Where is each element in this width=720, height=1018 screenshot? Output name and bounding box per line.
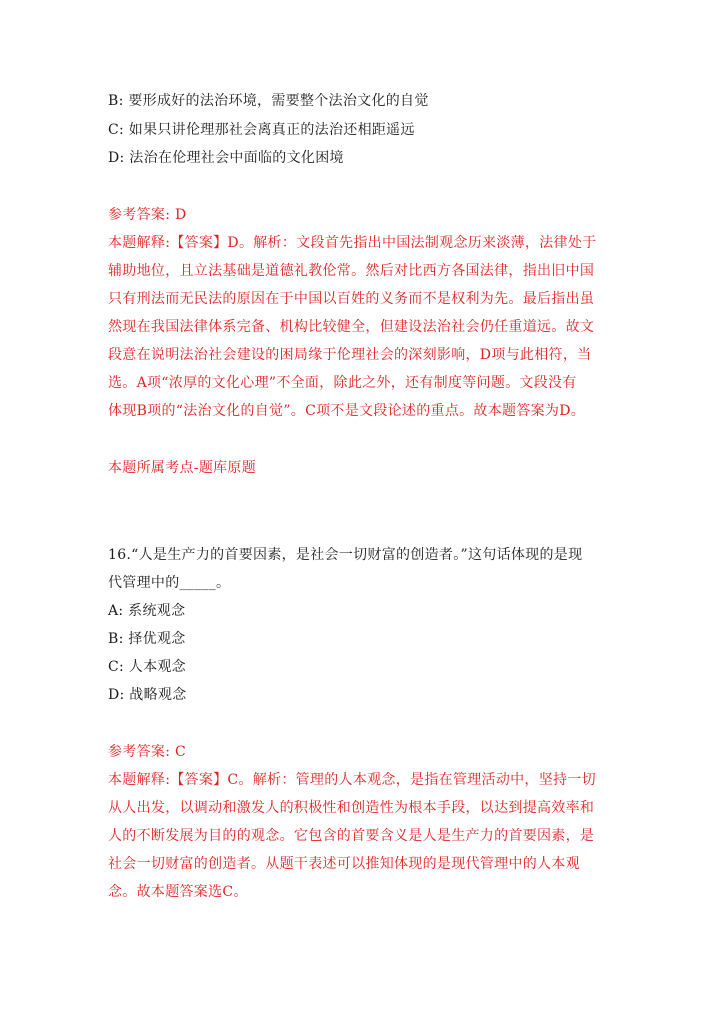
q16-explanation-line: 社会一切财富的创造者。从题干表述可以推知体现的是现代管理中的人本观 [108,856,580,872]
q15-option-d: D: 法治在伦理社会中面临的文化困境 [108,150,344,166]
q15-explanation-line: 本题解释:【答案】D。解析：文段首先指出中国法制观念历来淡薄，法律处于 [108,235,597,251]
q16-explanation-line: 念。故本题答案选C。 [108,884,248,900]
q16-option-c: C: 人本观念 [108,659,186,675]
q15-explanation-line: 辅助地位，且立法基础是道德礼教伦常。然后对比西方各国法律，指出旧中国 [108,263,595,279]
q15-explanation-line: 段意在说明法治社会建设的困局缘于伦理社会的深刻影响，D项与此相符，当 [108,347,592,363]
q16-explanation-line: 从人出发，以调动和激发人的积极性和创造性为根本手段，以达到提高效率和 [108,800,595,816]
q15-explanation-line: 选。A项“浓厚的文化心理”不全面，除此之外，还有制度等问题。文段没有 [108,375,577,391]
q15-option-b: B: 要形成好的法治环境，需要整个法治文化的自觉 [108,93,429,109]
q16-explanation-line: 人的不断发展为目的的观念。它包含的首要含义是人是生产力的首要因素，是 [108,828,595,844]
q16-option-b: B: 择优观念 [108,631,186,647]
q16-answer: 参考答案: C [108,744,186,760]
q16-option-d: D: 战略观念 [108,687,187,703]
q15-option-c: C: 如果只讲伦理那社会离真正的法治还相距遥远 [108,122,415,138]
q16-question-line: 16.“人是生产力的首要因素，是社会一切财富的创造者。”这句话体现的是现 [108,547,583,563]
q15-explanation-line: 只有刑法而无民法的原因在于中国以百姓的义务而不是权利为先。最后指出虽 [108,291,595,307]
q16-question-line: 代管理中的_____。 [108,575,231,591]
q16-option-a: A: 系统观念 [108,603,186,619]
q15-explanation-line: 然现在我国法律体系完备、机构比较健全，但建设法治社会仍任重道远。故文 [108,319,595,335]
q15-source: 本题所属考点-题库原题 [108,460,257,476]
q15-explanation-line: 体现B项的“法治文化的自觉”。C项不是文段论述的重点。故本题答案为D。 [108,403,586,419]
q15-answer: 参考答案: D [108,207,187,223]
q16-explanation-line: 本题解释:【答案】C。解析：管理的人本观念，是指在管理活动中，坚持一切 [108,772,596,788]
